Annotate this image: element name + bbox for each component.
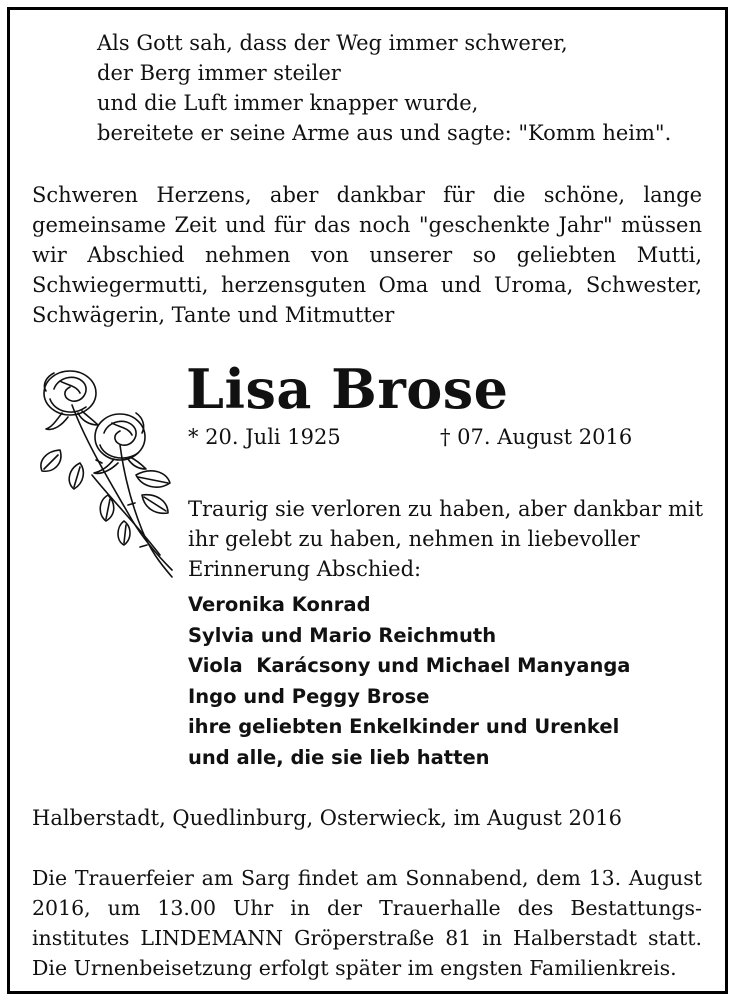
mourner-entry: Veronika Konrad (188, 593, 371, 616)
birth-date: * 20. Juli 1925 (188, 425, 341, 449)
roses-icon (32, 355, 187, 585)
funeral-line: 2016, um 13.00 Uhr in der Trauerhalle des Bestattungs- (32, 896, 702, 920)
place-and-date: Halberstadt, Quedlinburg, Osterwieck, im August 2016 (32, 806, 622, 830)
intro-line: gemeinsame Zeit und für das noch "geschenkte Jahr" müssen (32, 213, 702, 237)
poem-line: Als Gott sah, dass der Weg immer schwerer, (97, 31, 568, 55)
mourner-entry: Sylvia und Mario Reichmuth (188, 623, 497, 647)
funeral-line: institutes LINDEMANN Gröperstraße 81 in Halberstadt statt. (32, 926, 702, 950)
life-dates (188, 422, 648, 452)
funeral-line: Die Trauerfeier am Sarg findet am Sonnabend, dem 13. August (32, 866, 702, 890)
mourner-entry: und alle, die sie lieb hatten (188, 745, 490, 769)
intro-line: Schwiegermutti, herzensguten Oma und Uroma, Schwester, (32, 273, 702, 297)
death-date: † 07. August 2016 (440, 425, 633, 449)
mourning-text (188, 494, 704, 584)
poem (97, 28, 707, 148)
deceased-name: Lisa Brose (186, 357, 509, 421)
intro-line: Schwägerin, Tante und Mitmutter (32, 303, 395, 327)
mourners-list (188, 590, 708, 773)
mourning-line: Traurig sie verloren zu haben, aber dankbar mit (188, 497, 704, 521)
intro-line: wir Abschied nehmen von unserer so geliebten Mutti, (32, 243, 702, 267)
mourner-entry: Ingo und Peggy Brose (188, 684, 430, 708)
mourner-entry: Viola Karácsony und Michael Manyanga (188, 654, 631, 677)
mourner-entry: ihre geliebten Enkelkinder und Urenkel (188, 715, 620, 738)
funeral-info (32, 863, 702, 983)
funeral-line: Die Urnenbeisetzung erfolgt später im engsten Familienkreis. (32, 956, 677, 980)
poem-line: der Berg immer steiler (97, 61, 341, 85)
obituary-notice (7, 7, 728, 994)
intro-text (32, 180, 702, 330)
poem-line: und die Luft immer knapper wurde, (97, 91, 479, 115)
mourning-line: ihr gelebt zu haben, nehmen in liebevoller (188, 527, 640, 551)
poem-line: bereitete er seine Arme aus und sagte: "Komm heim". (97, 121, 672, 145)
mourning-line: Erinnerung Abschied: (188, 557, 422, 581)
intro-line: Schweren Herzens, aber dankbar für die schöne, lange (32, 183, 702, 207)
